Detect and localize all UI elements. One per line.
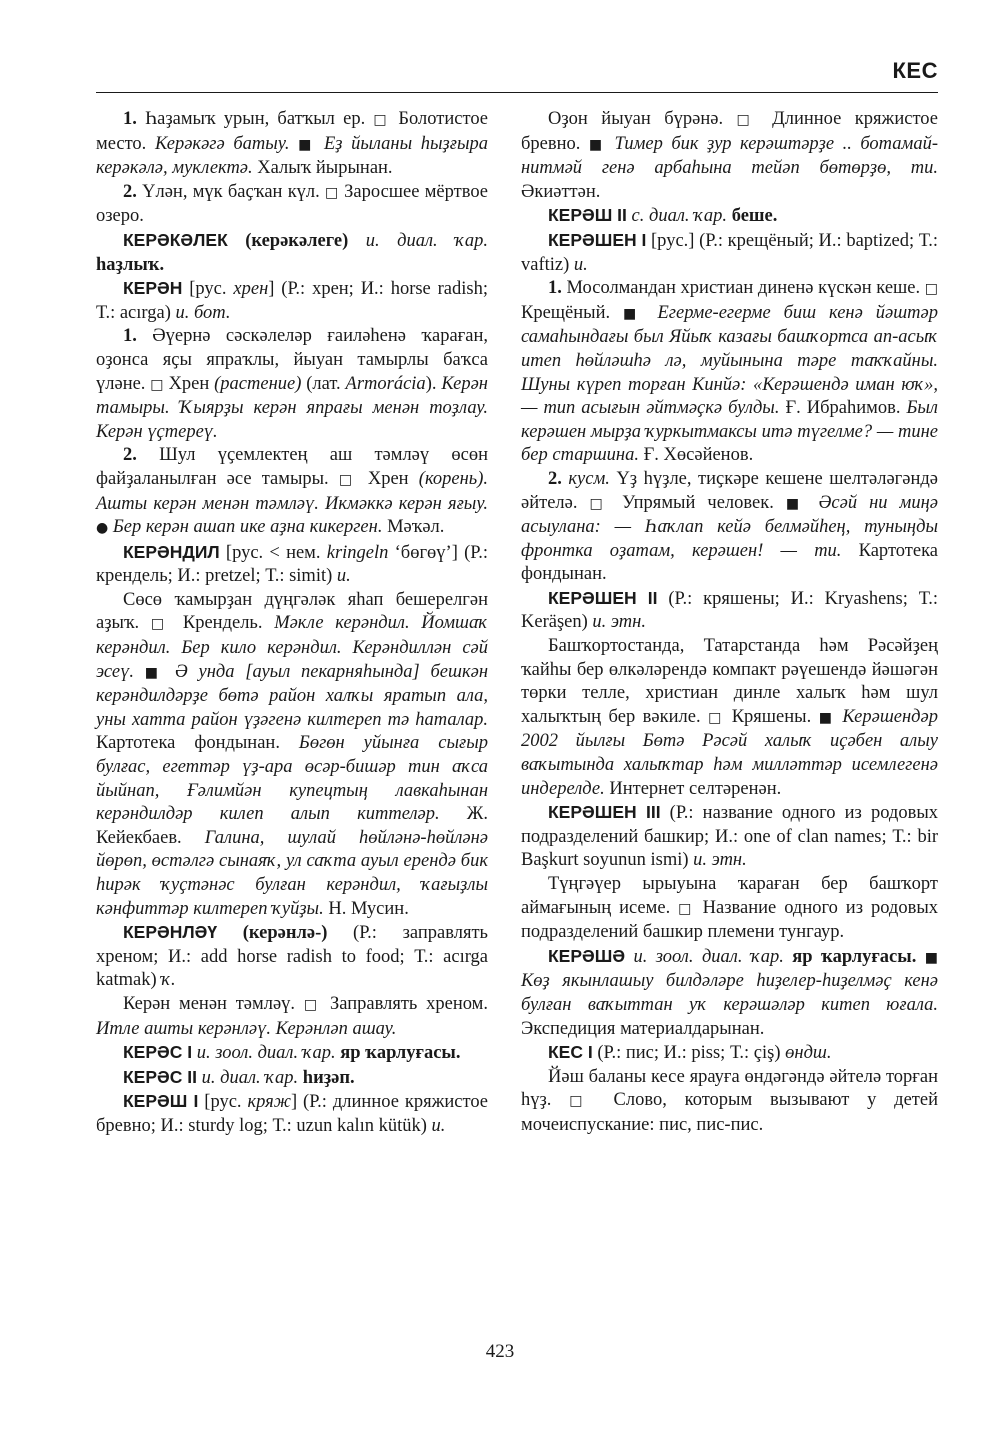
grammar-label: кряж [247,1092,291,1113]
headword: КЕРӘС I [123,1042,193,1063]
definition: (Р.: пис; И.: piss; Т.: çiş) [592,1043,786,1064]
translation-marker: □ [924,281,938,298]
dictionary-entry [96,921,488,993]
russian-gloss: Болотистое место. [96,109,489,154]
headword: КЕРӘН [123,278,183,299]
entry-sense [96,444,488,540]
translation-marker: □ [338,471,358,488]
example: Мәкле керәндил. Йомшаҡ керәндил. Бер кило керәндил. Керәндиллән сәй эсеү. [96,613,488,682]
example-marker: ■ [588,136,606,153]
grammar-label: и. [336,566,351,587]
headword: КЕРӘНЛӘҮ [123,922,218,943]
example: Был керәшен мырҙа ҡуркытмаксы итә түгелме? — тине бер старшина. [521,398,938,466]
translation-marker: □ [736,112,759,128]
dictionary-entry [96,541,488,589]
translation-marker: □ [373,112,391,128]
russian-gloss: ). [425,373,442,394]
translation-marker: □ [325,184,339,201]
sense-number: 2. [123,181,143,202]
sense-number: 1. [548,278,567,299]
example-marker: ■ [818,709,835,726]
dictionary-entry [521,1041,938,1066]
definition: Башҡортостанда, Татарстанда һәм Рәсәйҙең ҡайһы бер өлкәләрендә компакт рәүешендә йәшәгән төрки телле, христиан динле халыҡ һәм шул халыҡтың бер вәкиле. [521,636,938,727]
entry-sense [96,325,488,444]
dictionary-entry [96,277,488,325]
russian-gloss: Хрен [357,468,419,489]
example: Галина, шулай һөйләнә-һөйләнә йөрөп, өстәлгә сынаяҡ, ул саҡта ауыл ерендә бик һирәк ҡуҫтәнәс булған керәндил, ҡағыҙлы кәнфиттәр килтереп ҡуйҙы. [96,827,488,919]
entry-sense [521,277,938,468]
cross-reference: һаҙлыҡ. [96,254,165,275]
source: Картотека фондынан. [521,540,939,585]
sense-number: 2. [548,468,569,489]
russian-gloss: Название одного из родовых подразделений башкир племени тунгаур. [521,897,938,943]
definition: [рус. [182,279,234,300]
grammar-label: и. этн. [592,612,646,633]
source: Н. Мусин. [323,898,409,919]
definition: ] (Р.: хрен; И.: horse radish; Т.: acırga) [96,279,488,323]
translation-marker: □ [589,495,611,512]
headword: КЕРӘШЕН III [548,802,661,823]
example: Ә унда [ауыл пекарняһында] бешкән керәндилдәрҙе бөтә район халҡы яратып ала, уны хатта район үҙәгенә килтереп тә һаталар. [96,661,488,730]
definition: Оҙон йыуан бүрәнә. [548,109,737,129]
grammar-label: и. диал. ҡар. [348,230,488,251]
example: Итле ашты керәнләү. Керәнләп ашау. [96,1018,397,1039]
grammar-label: өндш. [785,1043,832,1064]
example: Тимер бик ҙур керәштәрҙе .. ботамай-нитмәй генә арбаһына тейәп бөтөрҙө, ти. [521,133,938,179]
source: Ж. Кейекбаев. [96,804,488,848]
grammar-label: с. диал. ҡар. [626,206,728,227]
russian-gloss: Крещёный. [521,302,624,323]
headword-form: (керәкәлеге) [227,230,349,251]
headword: КЕРӘКӘЛЕК [123,229,228,250]
definition: Мосолмандан христиан диненә күскән кеше. [566,278,925,299]
dictionary-entry [96,1066,488,1091]
definition: [рус. [198,1092,248,1113]
grammar-label: kringeln [326,542,389,563]
source: Ғ. Ибраһимов. [779,398,907,419]
translation-marker: □ [569,1093,596,1110]
grammar-label: и. [573,254,588,275]
grammar-label: хрен [233,279,269,300]
russian-gloss: Хрен [163,373,215,394]
example-marker: ■ [623,305,645,322]
example: (растение) [214,373,302,394]
example: Егерме-егерме биш кенә йәштәр самаһындағы был Яйыҡ казағы башҡортса ап-асыҡ итеп һөйләшһә лә, муйынына тәре таҡҡайны. Шуны күреп торған Кинйә: «Керәшендә иман юҡ», — тип асығын әйтмәҫкә булды. [521,302,938,419]
page-number: 423 [485,1341,515,1362]
grammar-label: и. этн. [693,850,747,871]
example: Әсәй ни миңә асыулана: — Һаҡлап кейә белмәйһең, туныңды фронтка оҙатам, керәшен! — ти. [521,492,939,561]
source: Экспедиция материалдарынан. [521,1018,765,1039]
dictionary-entry [96,1041,488,1066]
source: Картотека фондынан. [96,733,299,754]
example: (корень). Ашты керән менән тәмләү. Икмәккә керән яғыу. [96,468,488,514]
dictionary-entry [521,229,938,277]
sense-number: 1. [123,109,146,129]
headword: КЕС I [548,1042,593,1063]
grammar-label: и. диал. ҡар. [196,1067,299,1088]
russian-gloss: Заправлять хреном. [321,993,488,1014]
example: Керән тамыры. Ҡыярҙы керән япрағы менән тоҙлау. Керән үҫтереү. [96,373,488,442]
example-marker: ■ [144,664,165,681]
definition: Сөсө ҡамырҙан дүңгәләк яһап бешерелгән аҙыҡ. [96,589,488,634]
cross-reference: яр ҡарлуғасы. [783,946,925,967]
entry-sense [96,589,488,921]
cross-reference: беше. [727,206,778,227]
definition: Үҙ һүҙле, тиҫкәре кешене шелтәләгәндә әйтелә. [521,468,938,513]
definition: [рус.] (Р.: крещёный; И.: baptized; Т.: vaftiz) [521,230,938,275]
example: Еҙ йыланы һыҙғыра керәкәлә, муклектә. [96,133,488,179]
translation-marker: □ [150,616,172,633]
grammar-label: и. бот. [175,302,231,323]
example-marker: ■ [785,495,807,512]
definition: Һаҙамыҡ урын, батҡыл ер. [145,109,374,129]
source: Әкиәттән. [521,181,601,202]
entry-sense [96,993,488,1041]
translation-marker: □ [708,709,725,726]
dictionary-entry [521,801,938,873]
definition: Үлән, мүк баҫҡан күл. [142,181,326,202]
example: Керәшендәр 2002 йылғы Бөтә Рәсәй халыҡ иҫәбен алыу ваҡытында халыҡтар һәм милләттәр исемлегенә индерелде. [521,706,938,799]
right-column [521,108,938,1138]
headword: КЕРӘШ I [123,1091,199,1112]
sense-number: 2. [123,445,160,466]
headword-form: (керәнлә-) [217,923,328,944]
russian-gloss: Упрямый человек. [610,492,786,513]
grammar-label: кусм. [568,468,610,489]
entry-sense [521,108,938,204]
example: Көҙ якынлашыу билдәләре һиҙелер-һиҙелмәҫ кенә булған ваҡыттан уҡ керәшәләр китеп юғала. [521,971,938,1015]
definition: Әүернә сәскәлеләр ғаиләһенә ҡараған, оҙонса яҫы япраҡлы, йыуан тамырлы баҡса үләне. [96,326,488,394]
definition: (Р.: название одного из родовых подразделений башкир; И.: one of clan names; Т.: bir Başkurt soyunun ismi) [521,803,939,871]
translation-marker: □ [303,996,322,1013]
entry-sense [96,181,488,229]
left-column [96,108,488,1139]
entry-sense [521,635,938,801]
headword: КЕРӘШЕН I [548,229,647,250]
headword: КЕРӘШЕН II [548,587,658,608]
russian-gloss: Слово, которым вызывают у детей мочеиспускание: пис, пис-пис. [521,1090,938,1135]
headword: КЕРӘНДИЛ [123,541,220,562]
definition: Шул үҫемлектең аш тәмләү өсөн файҙаланылған әсе тамыры. [96,445,489,489]
russian-gloss: Заросшее мёртвое озеро. [96,181,489,227]
definition: Йәш баланы кесе ярауға өндәгәндә әйтелә торған һүҙ. [521,1066,938,1111]
example: Armorácia [345,373,426,394]
russian-gloss: Крендель. [171,613,275,634]
translation-marker: □ [150,376,164,393]
definition: (Р.: кряшены; И.: Kryashens; Т.: Keräşen) [521,588,938,633]
running-head: КЕС [892,58,938,83]
cross-reference: һиҙәп. [298,1067,355,1088]
source: Интернет селтәренән. [604,778,782,799]
headword: КЕРӘШӘ [548,945,626,966]
definition: ] (Р.: длинное кряжистое бревно; И.: sturdy log; Т.: uzun kalın kütük) [96,1092,489,1136]
sense-number: 1. [123,326,153,347]
page-header [96,56,938,93]
translation-marker: □ [678,900,695,917]
dictionary-entry [521,587,938,635]
grammar-label: и. зоол. диал. ҡар. [192,1043,336,1064]
example: Бер керән ашап ике аҙна кикерген. [108,517,383,538]
dictionary-entry [96,229,488,277]
headword: КЕРӘС II [123,1066,197,1087]
source: Мәҡәл. [382,517,445,538]
headword: КЕРӘШ II [548,205,627,226]
example-marker: ■ [298,136,316,153]
grammar-label: и. [431,1115,446,1136]
dictionary-entry [521,945,938,1041]
example-marker: ■ [924,949,938,966]
example-marker: ● [96,520,109,537]
entry-sense [521,1066,938,1138]
definition: [рус. < нем. [219,542,327,563]
russian-gloss: (лат. [301,373,346,394]
example: Бөгөн уйынға сығыр булғас, егеттәр үҙ-ара өсәр-бишәр тин аҡса йыйнап, Ғәлимйән купецтың лавкаһынан керәндилдәр килеп алып киттеләр. [96,733,488,825]
entry-sense [521,468,938,587]
dictionary-entry [96,1090,488,1138]
russian-gloss: Кряшены. [724,706,819,727]
definition: (Р.: заправлять хреном; И.: add horse radish to food; Т.: acırga katmak) [96,923,488,991]
grammar-label: ҡ. [161,970,176,991]
cross-reference: яр ҡарлуғасы. [335,1043,461,1064]
entry-sense [96,108,488,181]
definition: Түңгәүер ырыуына ҡараған бер башҡорт аймағының исеме. [521,874,938,918]
source: Халыҡ йырынан. [252,158,393,179]
grammar-label: и. зоол. диал. ҡар. [625,946,784,967]
definition: Керән менән тәмләү. [123,993,304,1014]
definition: ‘бөгөү’] (Р.: крендель; И.: pretzel; Т.: simit) [96,542,488,587]
example: Керәкәгә батыу. [154,133,299,154]
russian-gloss: Длинное кряжистое бревно. [521,109,938,154]
source: Ғ. Хөсәйенов. [638,445,754,466]
entry-sense [521,873,938,945]
dictionary-entry [521,204,938,229]
